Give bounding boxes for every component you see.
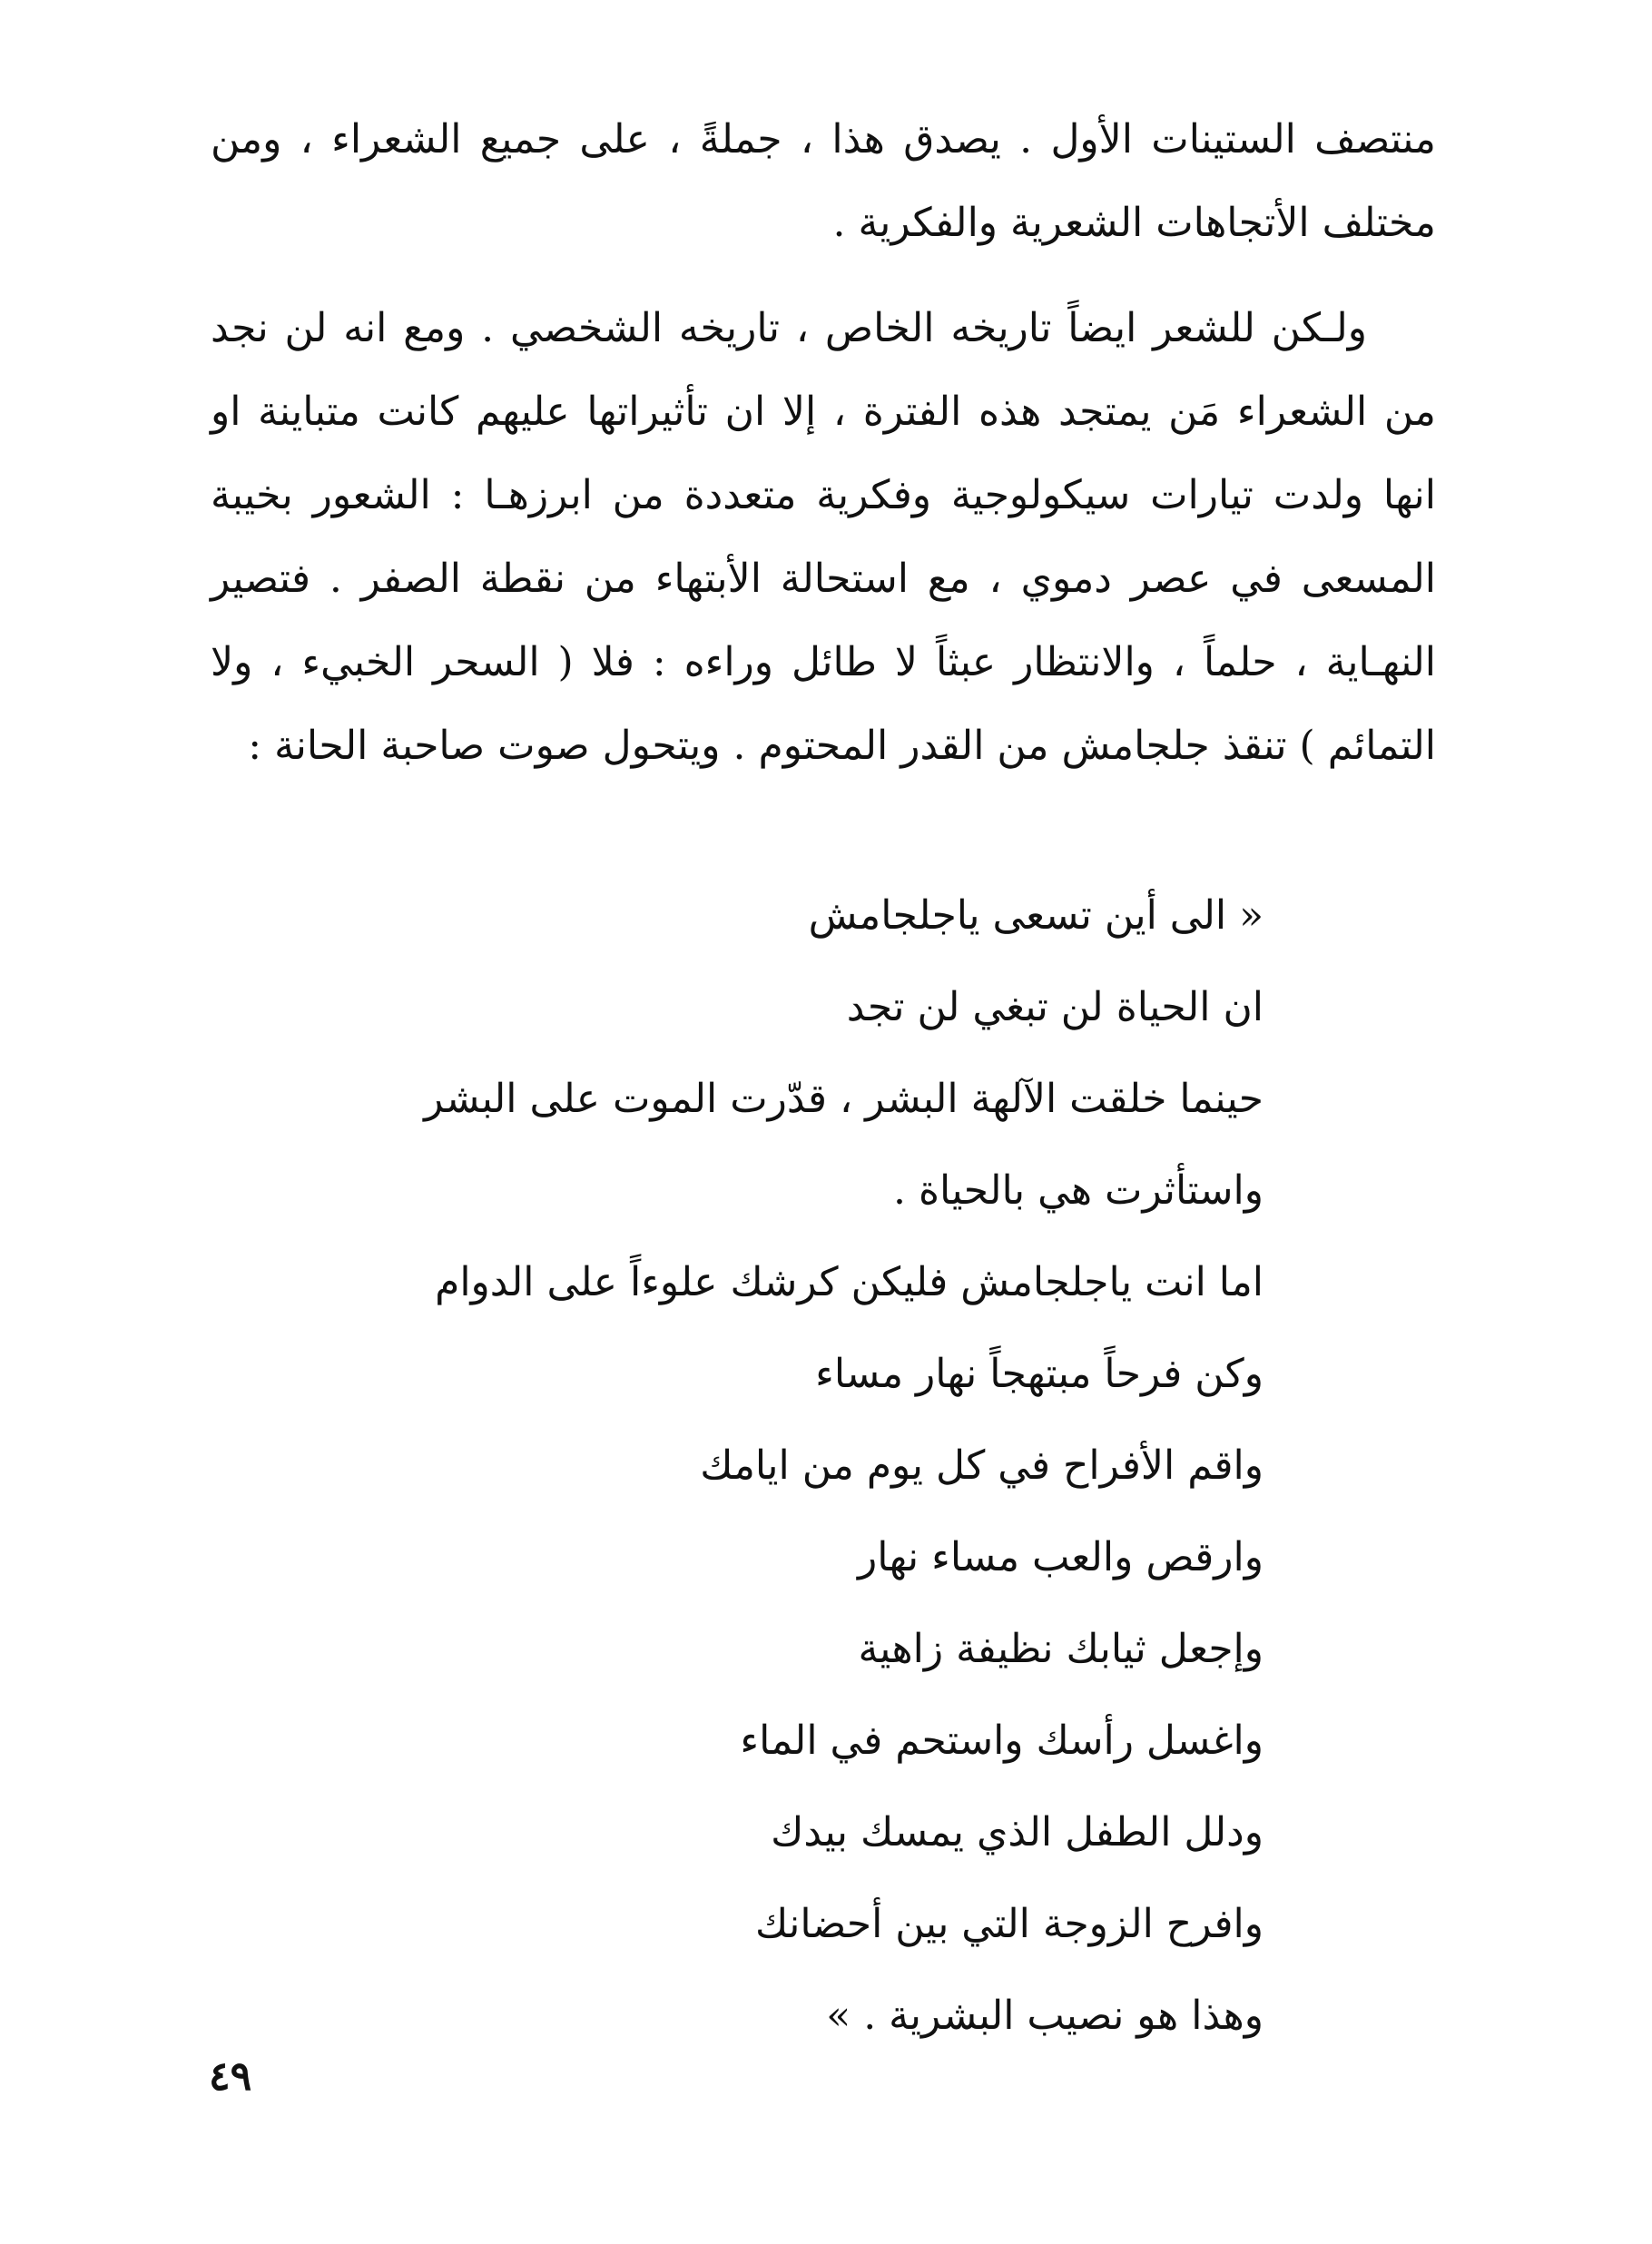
poem-line: وكن فرحاً مبتهجاً نهار مساء: [815, 1351, 1264, 1397]
paragraph: ولـكن للشعر ايضاً تاريخه الخاص ، تاريخه الشخصي . ومع انه لن نجد من الشعراء مَن يمتجد هذه الفترة ، إلا ان تأثيراتها عليهم كانت متباينة او انها ولدت تيارات سيكولوجية وفكرية متعددة من ابرزهـا : الشعور بخيبة المسعى في عصر دموي ، مع استحالة الأبتهاء من نقطة الصفر . فتصير النهـاية ، حلماً ، والانتظار عبثاً لا طائل وراءه : فلا ( السحر الخبيء ، ولا التمائم ) تنقذ جلجامش من القدر المحتوم . ويتحول صوت صاحبة الحانة :: [211, 305, 1436, 769]
poem-line: ان الحياة لن تبغي لن تجد: [846, 984, 1264, 1030]
poem-line: واستأثرت هي بالحياة .: [893, 1167, 1264, 1214]
poem-line: واقم الأفراح في كل يوم من ايامك: [700, 1442, 1264, 1489]
prose-body: [211, 98, 1436, 788]
paragraph: منتصف الستينات الأول . يصدق هذا ، جملةً ، على جميع الشعراء ، ومن مختلف الأتجاهات الشعرية والفكرية .: [211, 116, 1436, 246]
page-number: ٤٩: [209, 2053, 252, 2100]
poem-line: وارقص والعب مساء نهار: [857, 1534, 1264, 1580]
poem-quotation: [356, 870, 1264, 2062]
poem-line: ودلل الطفل الذي يمسك بيدك: [771, 1809, 1264, 1855]
poem-line: حينما خلقت الآلهة البشر ، قدّرت الموت على البشر: [424, 1076, 1264, 1122]
poem-line: وإجعل ثيابك نظيفة زاهية: [858, 1626, 1264, 1672]
poem-line: « الى أين تسعى ياجلجامش: [808, 892, 1264, 939]
poem-line: اما انت ياجلجامش فليكن كرشك علوءاً على الدوام: [435, 1259, 1264, 1305]
poem-line: واغسل رأسك واستحم في الماء: [740, 1717, 1264, 1764]
poem-line: وافرح الزوجة التي بين أحضانك: [755, 1901, 1264, 1947]
poem-line: وهذا هو نصيب البشرية . »: [826, 1993, 1264, 2039]
